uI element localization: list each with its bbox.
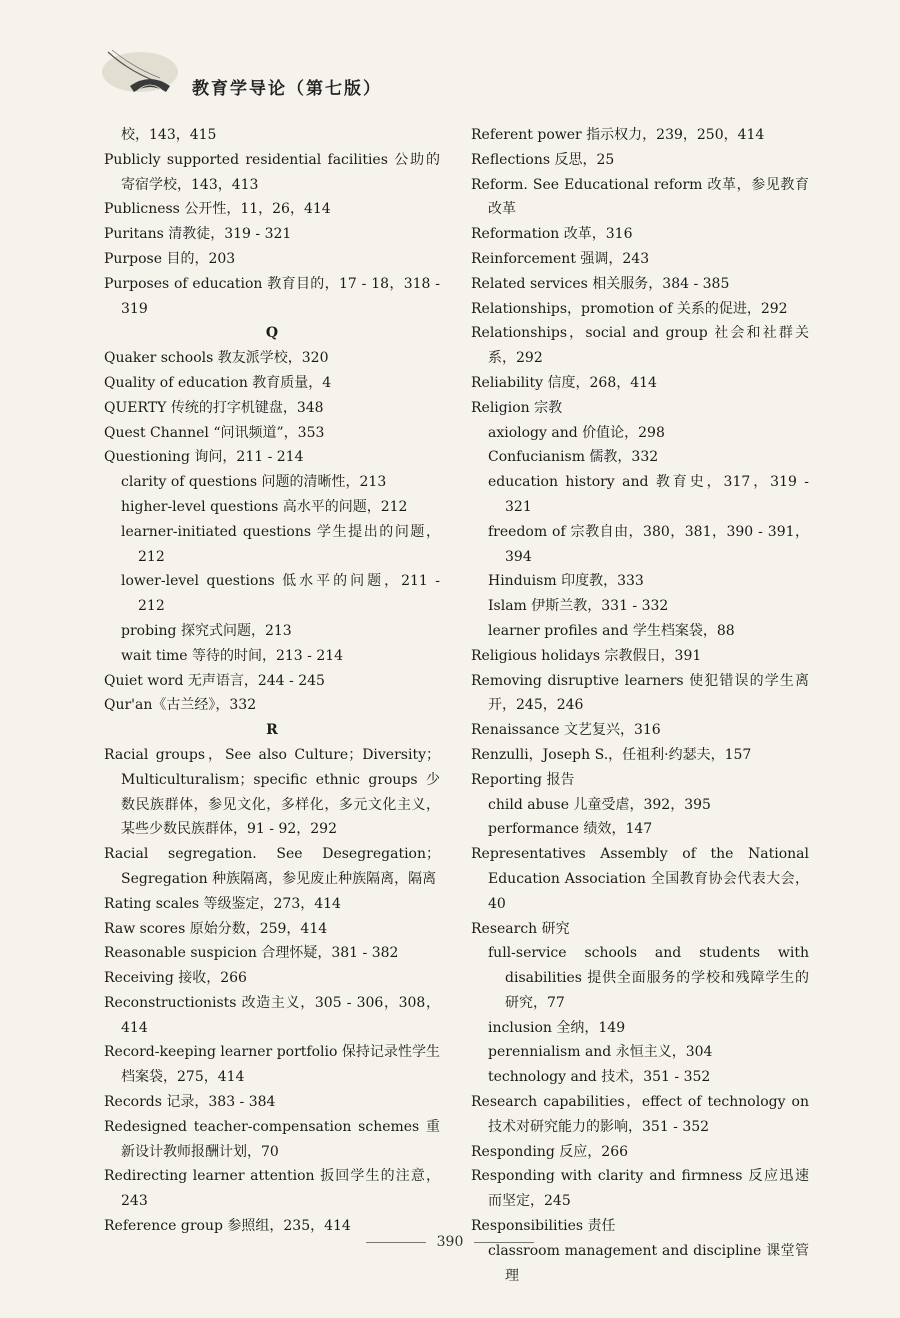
index-entry: Redesigned teacher-compensation schemes 重新设计教师报酬计划，70: [104, 1118, 440, 1160]
index-entry: Purpose 目的，203: [104, 250, 236, 267]
index-subentry: Islam 伊斯兰教，331 - 332: [488, 598, 669, 615]
index-subentry: technology and 技术，351 - 352: [488, 1069, 711, 1086]
index-entry: Receiving 接收，266: [104, 970, 247, 987]
index-entry: Quaker schools 教友派学校，320: [104, 350, 329, 367]
book-title: 教育学导论（第七版）: [192, 79, 382, 99]
index-entry: Quiet word 无声语言，244 - 245: [104, 672, 325, 689]
index-subentry: perennialism and 永恒主义，304: [488, 1044, 713, 1061]
index-entry: Racial segregation. See Desegregation；Segregation 种族隔离，参见废止种族隔离，隔离: [104, 846, 440, 887]
index-entry: Responsibilities 责任: [471, 1218, 616, 1235]
index-entry: Reasonable suspicion 合理怀疑，381 - 382: [104, 945, 399, 962]
index-entry: Questioning 询问，211 - 214: [104, 449, 304, 466]
index-entry: Renzulli，Joseph S.，任祖利·约瑟夫，157: [471, 746, 752, 763]
footer-rule-left: [366, 1242, 426, 1243]
index-entry: Reformation 改革，316: [471, 226, 633, 243]
index-entry: Publicly supported residential facilities 公助的寄宿学校，143，413: [104, 151, 440, 193]
index-entry: Redirecting learner attention 扳回学生的注意，243: [104, 1168, 440, 1210]
index-entry: Quest Channel “问讯频道”，353: [104, 424, 325, 441]
index-entry: Racial groups，See also Culture；Diversity；Multiculturalism；specific ethnic groups 少数民族群体，参见文化，多样化，多元文化主义，某些少数民族群体，91 - 92，292: [104, 746, 440, 838]
index-subentry: learner profiles and 学生档案袋，88: [488, 622, 735, 639]
index-entry: Reference group 参照组，235，414: [104, 1218, 351, 1235]
index-column-right: [471, 123, 809, 1288]
quill-book-ornament-icon: [100, 42, 190, 98]
index-subentry: performance 绩效，147: [488, 821, 653, 838]
index-entry: Puritans 清教徒，319 - 321: [104, 226, 292, 243]
index-subentry: Hinduism 印度教，333: [488, 573, 644, 590]
page-number: 390: [436, 1234, 464, 1250]
index-entry: Reconstructionists 改造主义，305 - 306，308，414: [104, 994, 440, 1036]
index-section-letter: Q: [265, 325, 279, 342]
footer-rule-right: [474, 1242, 534, 1243]
index-subentry: classroom management and discipline 课堂管理: [488, 1242, 809, 1284]
page-footer: [0, 1234, 900, 1250]
index-entry: Research capabilities，effect of technology on 技术对研究能力的影响，351 - 352: [471, 1094, 809, 1135]
index-entry: Qur'an《古兰经》，332: [104, 697, 257, 714]
index-subentry: probing 探究式问题，213: [121, 622, 292, 639]
index-subentry: education history and 教育史，317，319 - 321: [488, 474, 809, 515]
index-entry: Reinforcement 强调，243: [471, 250, 650, 267]
index-entry: Removing disruptive learners 使犯错误的学生离开，245，246: [471, 672, 809, 714]
index-column-left: [104, 123, 440, 1239]
index-entry-continuation: 校，143，415: [121, 127, 217, 143]
index-subentry: full-service schools and students with disabilities 提供全面服务的学校和残障学生的研究，77: [488, 945, 809, 1011]
index-subentry: Confucianism 儒教，332: [488, 449, 659, 466]
index-entry: Responding 反应，266: [471, 1143, 629, 1160]
index-entry: Reporting 报告: [471, 771, 575, 788]
index-entry: Reliability 信度，268，414: [471, 374, 657, 391]
index-entry: Relationships，promotion of 关系的促进，292: [471, 300, 788, 317]
index-entry: Relationships，social and group 社会和社群关系，292: [471, 325, 809, 367]
index-entry: Reflections 反思，25: [471, 151, 615, 168]
index-subentry: freedom of 宗教自由，380，381，390 - 391，394: [488, 523, 809, 565]
index-entry: Responding with clarity and firmness 反应迅速而坚定，245: [471, 1168, 809, 1210]
index-entry: Religious holidays 宗教假日，391: [471, 647, 702, 664]
index-subentry: wait time 等待的时间，213 - 214: [121, 647, 344, 664]
index-entry: Publicness 公开性，11，26，414: [104, 201, 331, 218]
index-section-letter: R: [266, 722, 278, 739]
index-entry: Referent power 指示权力，239，250，414: [471, 127, 765, 143]
index-entry: Reform. See Educational reform 改革，参见教育改革: [471, 176, 809, 218]
running-header: [100, 40, 540, 100]
index-entry: Purposes of education 教育目的，17 - 18，318 - 319: [104, 275, 440, 317]
index-entry: Raw scores 原始分数，259，414: [104, 920, 328, 937]
index-entry: Research 研究: [471, 920, 570, 937]
index-subentry: axiology and 价值论，298: [488, 424, 665, 441]
index-subentry: lower-level questions 低水平的问题，211 - 212: [121, 573, 440, 615]
index-entry: Quality of education 教育质量，4: [104, 374, 332, 391]
index-entry: Records 记录，383 - 384: [104, 1094, 276, 1111]
index-subentry: clarity of questions 问题的清晰性，213: [121, 474, 387, 491]
index-entry: Rating scales 等级鉴定，273，414: [104, 895, 341, 912]
index-entry: Religion 宗教: [471, 399, 563, 416]
index-entry: Representatives Assembly of the National Education Association 全国教育协会代表大会，40: [471, 846, 809, 912]
index-entry: Related services 相关服务，384 - 385: [471, 275, 730, 292]
index-subentry: higher-level questions 高水平的问题，212: [121, 498, 408, 515]
index-subentry: inclusion 全纳，149: [488, 1019, 626, 1036]
index-entry: Record-keeping learner portfolio 保持记录性学生档案袋，275，414: [104, 1044, 440, 1086]
index-entry: Renaissance 文艺复兴，316: [471, 722, 661, 739]
index-subentry: child abuse 儿童受虐，392，395: [488, 796, 711, 813]
index-entry: QUERTY 传统的打字机键盘，348: [104, 399, 324, 416]
index-subentry: learner-initiated questions 学生提出的问题，212: [121, 523, 440, 565]
